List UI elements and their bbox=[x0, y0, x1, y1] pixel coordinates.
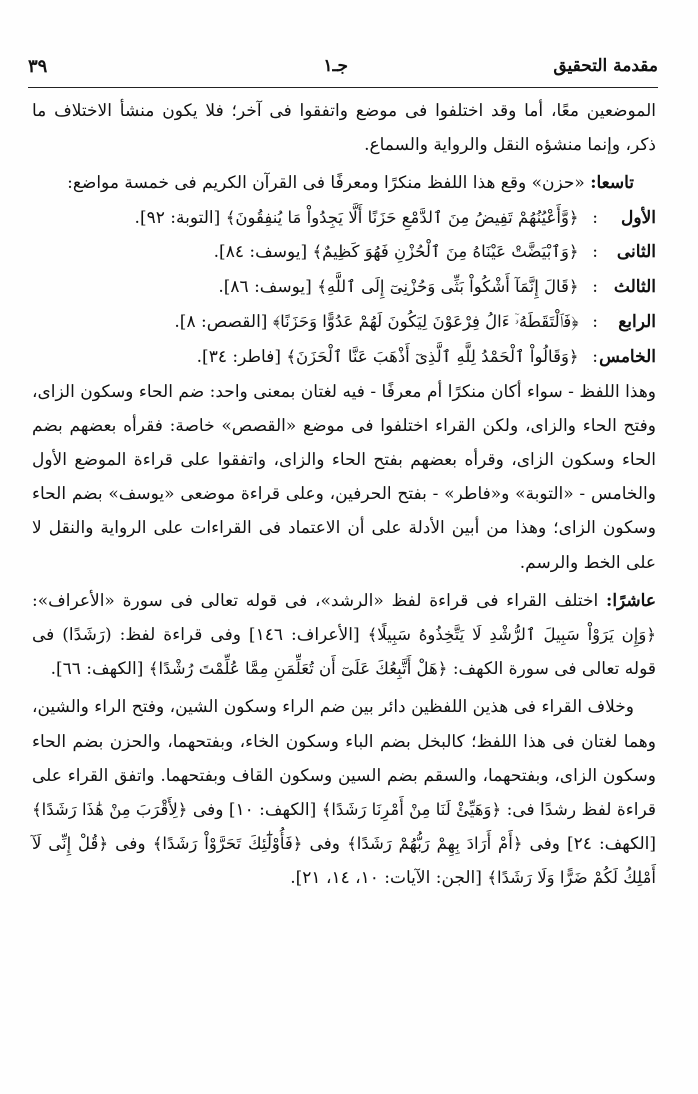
section-label-ninth: تاسعا: bbox=[590, 173, 634, 194]
verse-ref: [الكهف: ٢٤] وفى bbox=[529, 834, 657, 855]
quran-verse: ﴿هَلْ أَتَّبِعُكَ عَلَىٓ أَن تُعَلِّمَنِ مِمَّا عُلِّمْتَ رُشْدًا﴾ bbox=[148, 659, 448, 679]
verse-list bbox=[32, 201, 656, 375]
paragraph-disagreement bbox=[32, 690, 656, 895]
verse-ref: [يوسف: ٨٤]. bbox=[213, 242, 308, 263]
verse-ordinal: الثالث bbox=[613, 277, 656, 298]
verse-row: الثالث: ﴿قَالَ إِنَّمَآ أَشْكُواْ بَثِّى وَحُزْنِىٓ إِلَى ٱللَّهِ﴾ [يوسف: ٨٦]. bbox=[32, 270, 656, 305]
paragraph-text: وخلاف القراء فى هذين اللفظين دائر بين ضم الراء وسكون الشين، وفتح الراء والشين، وهما لغتان فى هذا اللفظ؛ كالبخل بضم الباء وسكون الخاء، وبفتحهما، والحزن بضم الحاء وسكون الزاى، وبفتحهما، والسقم بضم السين وسكون القاف وبفتحهما. واتفق القراء على قراءة لفظ رشدًا فى: bbox=[32, 697, 657, 821]
verse-ref: [القصص: ٨]. bbox=[174, 312, 268, 332]
running-header bbox=[28, 56, 658, 84]
verse-row: الرابع: ﴿فَٱلْتَقَطَهُۥٓ ءَالُ فِرْعَوْنَ لِيَكُونَ لَهُمْ عَدُوًّا وَحَزَنًا﴾ [القصص: ٨]. bbox=[32, 305, 656, 340]
verse-ordinal: الخامس bbox=[599, 346, 656, 367]
verse-ref: [التوبة: ٩٢]. bbox=[134, 207, 221, 228]
paragraph-continuation: الموضعين معًا، أما وقد اختلفوا فى موضع واتفقوا فى آخر؛ فلا يكون منشأ الاختلاف ما ذكر، وإنما منشؤه النقل والرواية والسماع. bbox=[32, 101, 656, 156]
quran-verse: ﴿وَٱبْيَضَّتْ عَيْنَاهُ مِنَ ٱلْحُزْنِ فَهُوَ كَظِيمٌ﴾ bbox=[312, 242, 579, 262]
header-volume: جـ١ bbox=[323, 56, 348, 76]
verse-row: الأول: ﴿وَّأَعْيُنُهُمْ تَفِيضُ مِنَ ٱلدَّمْعِ حَزَنًا أَلَّا يَجِدُواْ مَا يُنفِقُونَ﴾ [التوبة: ٩٢]. bbox=[32, 201, 656, 236]
verse-ref: وفى bbox=[115, 834, 146, 855]
quran-verse: ﴿قَالَ إِنَّمَآ أَشْكُواْ بَثِّى وَحُزْنِىٓ إِلَى ٱللَّهِ﴾ bbox=[317, 277, 579, 297]
verse-row: الخامس: ﴿وَقَالُواْ ٱلْحَمْدُ لِلَّهِ ٱلَّذِىٓ أَذْهَبَ عَنَّا ٱلْحَزَنَ﴾ [فاطر: ٣٤]. bbox=[32, 340, 656, 375]
verse-row: الثانى: ﴿وَٱبْيَضَّتْ عَيْنَاهُ مِنَ ٱلْحُزْنِ فَهُوَ كَظِيمٌ﴾ [يوسف: ٨٤]. bbox=[32, 235, 656, 270]
paragraph-text: [الأعراف: ١٤٦] وفى قراءة لفظ: (رَشَدًا) فى قوله تعالى فى سورة الكهف: bbox=[32, 625, 656, 680]
page-number: ٣٩ bbox=[28, 56, 48, 77]
verse-ordinal: الثانى bbox=[616, 242, 656, 263]
verse-ref: [فاطر: ٣٤]. bbox=[196, 346, 281, 367]
verse-ref: [يوسف: ٨٦]. bbox=[218, 277, 312, 298]
verse-ref: [الجن: الآيات: ١٠، ١٤، ٢١]. bbox=[290, 868, 482, 889]
verse-ordinal: الأول bbox=[621, 207, 656, 228]
paragraph-explanation: وهذا اللفظ - سواء أكان منكرًا أم معرفًا - فيه لغتان بمعنى واحد: ضم الحاء وسكون الزاى، وفتح الحاء والزاى، ولكن القراء اختلفوا فى موضع «القصص» خاصة: فقرأه بعضهم بضم الحاء وسكون الزاى، وقرأه بعضهم بفتح الحاء والزاى، واتفقوا على قراءة الموضع الأول والخامس - «التوبة» و«فاطر» - بفتح الحرفين، وعلى قراءة موضعى «يوسف» بضم الحاء وسكون الزاى؛ وهذا من أبين الأدلة على أن الاعتماد فى القراءات على الرواية والنقل لا على الخط والرسم. bbox=[32, 381, 656, 573]
quran-verse: ﴿فَأُوْلَٰٓئِكَ تَحَرَّوْاْ رَشَدًا﴾ bbox=[152, 834, 303, 854]
header-title: مقدمة التحقيق bbox=[553, 56, 658, 76]
quran-verse: ﴿وَّأَعْيُنُهُمْ تَفِيضُ مِنَ ٱلدَّمْعِ حَزَنًا أَلَّا يَجِدُواْ مَا يُنفِقُونَ﴾ bbox=[225, 207, 579, 227]
verse-ref: [الكهف: ١٠] وفى bbox=[192, 800, 317, 821]
quran-verse: ﴿أَمْ أَرَادَ بِهِمْ رَبُّهُمْ رَشَدًا﴾ bbox=[347, 834, 523, 854]
paragraph-ninth-text: «حزن» وقع هذا اللفظ منكرًا ومعرفًا فى القرآن الكريم فى خمسة مواضع: bbox=[67, 173, 585, 194]
verse-ref: وفى bbox=[309, 834, 341, 855]
quran-verse: ﴿وَقَالُواْ ٱلْحَمْدُ لِلَّهِ ٱلَّذِىٓ أَذْهَبَ عَنَّا ٱلْحَزَنَ﴾ bbox=[286, 346, 579, 366]
verse-ordinal: الرابع bbox=[618, 312, 656, 332]
paragraph-text: اختلف القراء فى قراءة لفظ «الرشد»، فى قوله تعالى فى سورة «الأعراف»: bbox=[32, 590, 599, 611]
section-label-tenth: عاشرًا: bbox=[606, 590, 656, 611]
quran-verse: ﴿وَهَيِّئْ لَنَا مِنْ أَمْرِنَا رَشَدًا﴾ bbox=[321, 800, 502, 820]
header-rule bbox=[28, 87, 658, 88]
quran-verse: ﴿قُلْ إِنِّى لَآ أَمْلِكُ لَكُمْ ضَرًّا وَلَا رَشَدًا﴾ bbox=[32, 834, 656, 888]
page-body bbox=[32, 94, 656, 896]
verse-ref: [الكهف: ٦٦]. bbox=[50, 659, 144, 680]
quran-verse: ﴿وَإِن يَرَوْاْ سَبِيلَ ٱلرُّشْدِ لَا يَتَّخِذُوهُ سَبِيلًا﴾ bbox=[367, 625, 657, 645]
paragraph-tenth bbox=[32, 584, 656, 687]
quran-verse: ﴿لِأَقْرَبَ مِنْ هَٰذَا رَشَدًا﴾ bbox=[32, 800, 188, 820]
quran-verse: ﴿فَٱلْتَقَطَهُۥٓ ءَالُ فِرْعَوْنَ لِيَكُونَ لَهُمْ عَدُوًّا وَحَزَنًا﴾ bbox=[272, 312, 579, 331]
paragraph-ninth bbox=[32, 166, 656, 200]
